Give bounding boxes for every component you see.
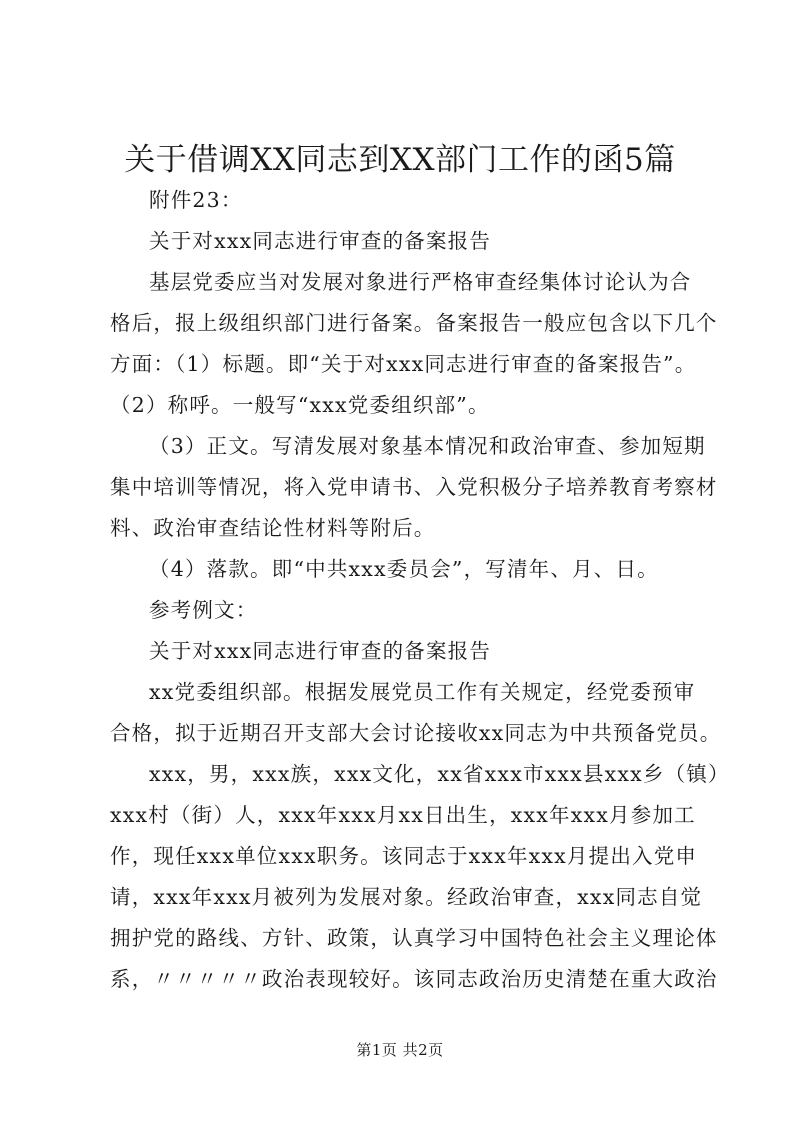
body-line: 基层党委应当对发展对象进行严格审查经集体讨论认为合 — [149, 270, 692, 294]
body-line: 方面：（1）标题。即“关于对xxx同志进行审查的备案报告”。 — [110, 352, 697, 376]
body-line: 关于对xxx同志进行审查的备案报告 — [149, 639, 492, 663]
document-title: 关于借调XX同志到XX部门工作的函5篇 — [124, 142, 676, 178]
body-line: （3）正文。写清发展对象基本情况和政治审查、参加短期 — [149, 434, 706, 458]
body-line: （4）落款。即“中共xxx委员会”，写清年、月、日。 — [149, 557, 659, 581]
document-body — [110, 180, 730, 1000]
body-line: 参考例文： — [149, 598, 258, 622]
body-line: （2）称呼。一般写“xxx党委组织部”。 — [110, 393, 490, 417]
body-line: 集中培训等情况，将入党申请书、入党积极分子培养教育考察材 — [110, 475, 718, 499]
body-line: 系，〃〃〃〃〃政治表现较好。该同志政治历史清楚在重大政治 — [110, 967, 718, 991]
page-footer: 第1页 共2页 — [356, 1041, 444, 1059]
body-line: 附件23： — [149, 188, 243, 212]
body-line: 拥护党的路线、方针、政策，认真学习中国特色社会主义理论体 — [110, 926, 718, 950]
body-line: 料、政治审查结论性材料等附后。 — [110, 516, 436, 540]
body-line: xx党委组织部。根据发展党员工作有关规定，经党委预审 — [149, 680, 696, 704]
body-line: 关于对xxx同志进行审查的备案报告 — [149, 229, 492, 253]
body-line: 请，xxx年xxx月被列为发展对象。经政治审查，xxx同志自觉 — [110, 885, 703, 909]
body-line: 作，现任xxx单位xxx职务。该同志于xxx年xxx月提出入党申 — [110, 844, 698, 868]
body-line: xxx，男，xxx族，xxx文化，xx省xxx市xxx县xxx乡（镇） — [149, 762, 730, 786]
body-line: 合格，拟于近期召开支部大会讨论接收xx同志为中共预备党员。 — [110, 721, 722, 745]
body-line: xxx村（街）人，xxx年xxx月xx日出生，xxx年xxx月参加工 — [110, 803, 696, 827]
body-line: 格后，报上级组织部门进行备案。备案报告一般应包含以下几个 — [110, 311, 718, 335]
